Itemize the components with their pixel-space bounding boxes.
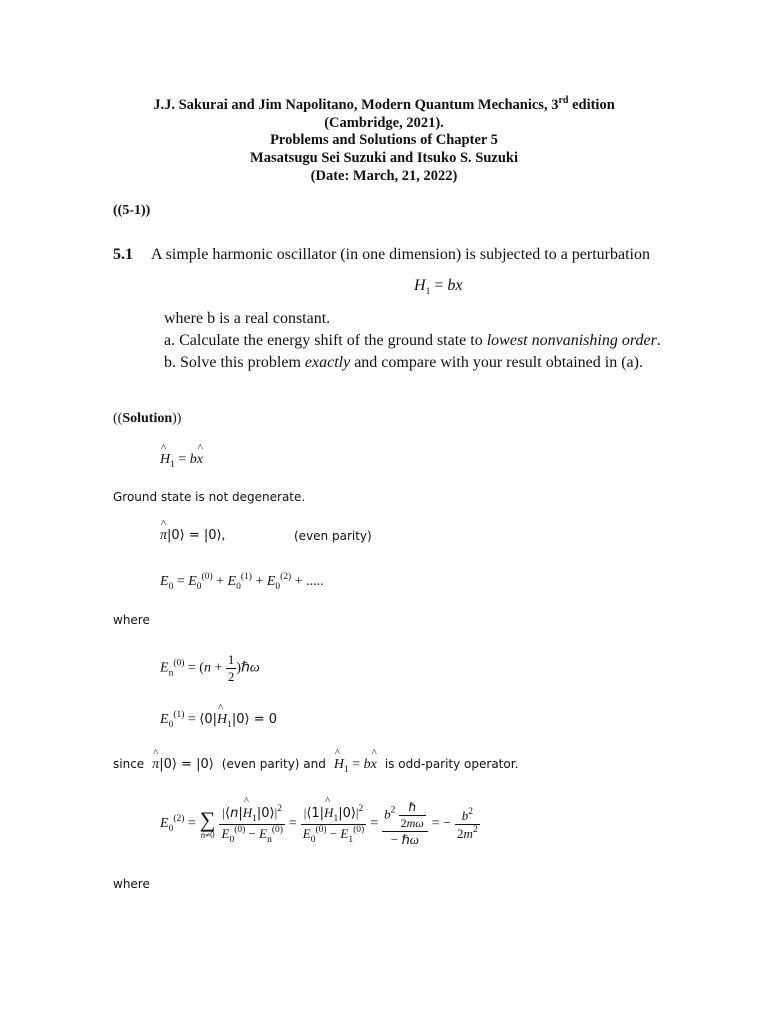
where-text-1: where bbox=[113, 613, 150, 627]
equation-second-order: $E_0^{(2)}$ = ∑ n≠0 $\frac{|⟨n|\^{} H_1|0⟩|^2}{E_0^{(0)} - E_n^{(0)}}$ = $\frac{|⟨1|\^{} H_1|0⟩|^2}{E_0^{(0)} - E_1^{(0)}}$ = $b^2$ $\frac{\text{ℏ}}{2m\omega}$ − ℏω = − $\frac{b^2}{2m^2}$ bbox=[160, 800, 480, 848]
problem-where-line: where b is a real constant. bbox=[164, 310, 331, 327]
document-header bbox=[0, 92, 768, 186]
header-line-1: J.J. Sakurai and Jim Napolitano, Modern Quantum Mechanics, 3rd edition bbox=[153, 95, 615, 113]
equation-parity: ^ π|0⟩ = |0⟩, bbox=[160, 528, 225, 544]
since-line: since ^ π|0⟩ = |0⟩ (even parity) and ^ $H_1$ = b^ x is odd-parity operator. bbox=[113, 755, 518, 775]
problem-part-a: a. Calculate the energy shift of the ground state to lowest nonvanishing order. bbox=[164, 332, 661, 349]
header-line-5: (Date: March, 21, 2022) bbox=[310, 168, 458, 185]
header-line-3: Problems and Solutions of Chapter 5 bbox=[270, 132, 498, 149]
equation-first-order: $E_0^{(1)}$ = ⟨0|^ $H_1|0⟩ = 0$ bbox=[160, 710, 277, 730]
equation-h1-operator: ^ $H_1$ = b^ x bbox=[160, 452, 203, 470]
equation-energy-expansion: $E_0 = E_0^{(0)} + E_0^{(1)} + E_0^{(2)}$ + ..... bbox=[160, 572, 324, 592]
problem-statement: 5.1 A simple harmonic oscillator (in one dimension) is subjected to a perturbation bbox=[113, 246, 650, 263]
equation-unperturbed-energy: $E_n^{(0)} = (n$ + $\frac{1}{2}$ )ℏω bbox=[160, 652, 260, 684]
problem-part-b: b. Solve this problem exactly and compare with your result obtained in (a). bbox=[164, 354, 643, 371]
where-text-2: where bbox=[113, 877, 150, 891]
header-line-4: Masatsugu Sei Suzuki and Itsuko S. Suzuki bbox=[250, 150, 518, 167]
problem-equation: $H_1$ = bx bbox=[414, 277, 463, 297]
problem-number: 5.1 bbox=[113, 246, 133, 263]
header-line-2: (Cambridge, 2021). bbox=[324, 114, 444, 131]
solution-label: ((Solution)) bbox=[113, 411, 182, 426]
even-parity-note: (even parity) bbox=[294, 529, 372, 543]
ground-state-text: Ground state is not degenerate. bbox=[113, 490, 306, 504]
problem-label: ((5-1)) bbox=[113, 203, 151, 218]
